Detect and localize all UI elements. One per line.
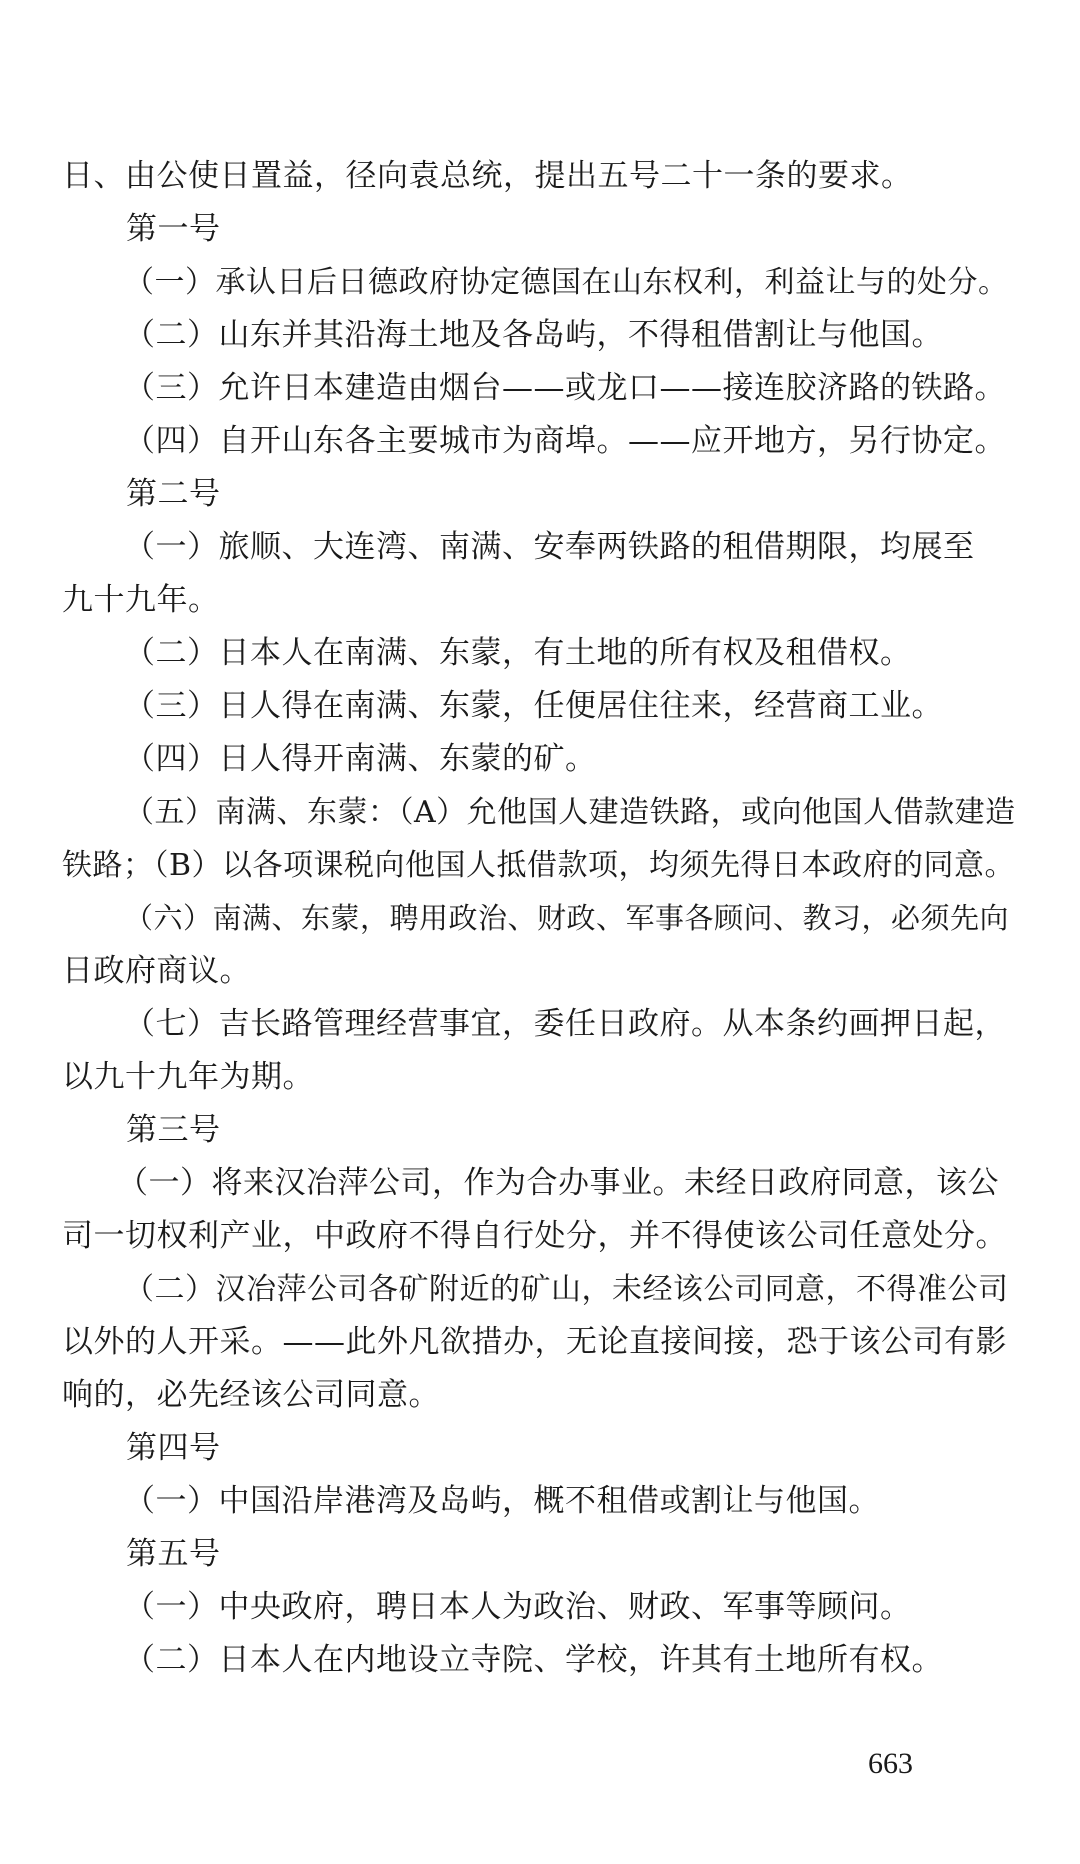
text-line: 日政府商议。 — [62, 953, 251, 989]
text-line: （二）日本人在南满、东蒙，有土地的所有权及租借权。 — [124, 635, 912, 671]
section-heading: 第三号 — [126, 1112, 221, 1148]
text-line: （一）中央政府，聘日本人为政治、财政、军事等顾问。 — [124, 1589, 912, 1625]
section-heading: 第二号 — [126, 476, 221, 512]
text-line: （二）汉冶萍公司各矿附近的矿山，未经该公司同意，不得准公司 — [124, 1272, 1009, 1307]
text-line: （三）允许日本建造由烟台——或龙口——接连胶济路的铁路。 — [124, 370, 1006, 406]
text-line: （一）旅顺、大连湾、南满、安奉两铁路的租借期限，均展至 — [124, 529, 975, 565]
text-line: 铁路；（B）以各项课税向他国人抵借款项，均须先得日本政府的同意。 — [62, 848, 1016, 883]
text-line: （一）承认日后日德政府协定德国在山东权利，利益让与的处分。 — [124, 265, 1009, 300]
page-number: 663 — [868, 1747, 913, 1780]
text-line: （一）将来汉冶萍公司，作为合办事业。未经日政府同意，该公 — [117, 1165, 999, 1201]
text-line: 司一切权利产业，中政府不得自行处分，并不得使该公司任意处分。 — [62, 1218, 1007, 1254]
text-line: 日、由公使日置益，径向袁总统，提出五号二十一条的要求。 — [62, 158, 913, 194]
text-line: （二）山东并其沿海土地及各岛屿，不得租借割让与他国。 — [124, 317, 943, 353]
section-heading: 第一号 — [126, 211, 221, 247]
section-heading: 第四号 — [126, 1430, 221, 1466]
text-line: （六）南满、东蒙，聘用政治、财政、军事各顾问、教习，必须先向 — [124, 901, 1010, 935]
text-line: 响的，必先经该公司同意。 — [62, 1377, 440, 1413]
text-line: 以外的人开采。——此外凡欲措办，无论直接间接，恐于该公司有影 — [62, 1324, 1007, 1360]
text-line: （二）日本人在内地设立寺院、学校，许其有土地所有权。 — [124, 1642, 943, 1678]
text-line: （五）南满、东蒙：（A）允他国人建造铁路，或向他国人借款建造 — [124, 795, 1016, 830]
text-line: 九十九年。 — [62, 582, 220, 618]
text-line: （三）日人得在南满、东蒙，任便居住往来，经营商工业。 — [124, 688, 943, 724]
text-line: （四）日人得开南满、东蒙的矿。 — [124, 741, 597, 777]
text-line: （一）中国沿岸港湾及岛屿，概不租借或割让与他国。 — [124, 1483, 880, 1519]
body-text — [62, 150, 1017, 1687]
text-line: （四）自开山东各主要城市为商埠。——应开地方，另行协定。 — [124, 423, 1006, 459]
text-line: （七）吉长路管理经营事宜，委任日政府。从本条约画押日起， — [124, 1006, 1006, 1042]
text-line: 以九十九年为期。 — [62, 1059, 314, 1095]
section-heading: 第五号 — [126, 1536, 221, 1572]
